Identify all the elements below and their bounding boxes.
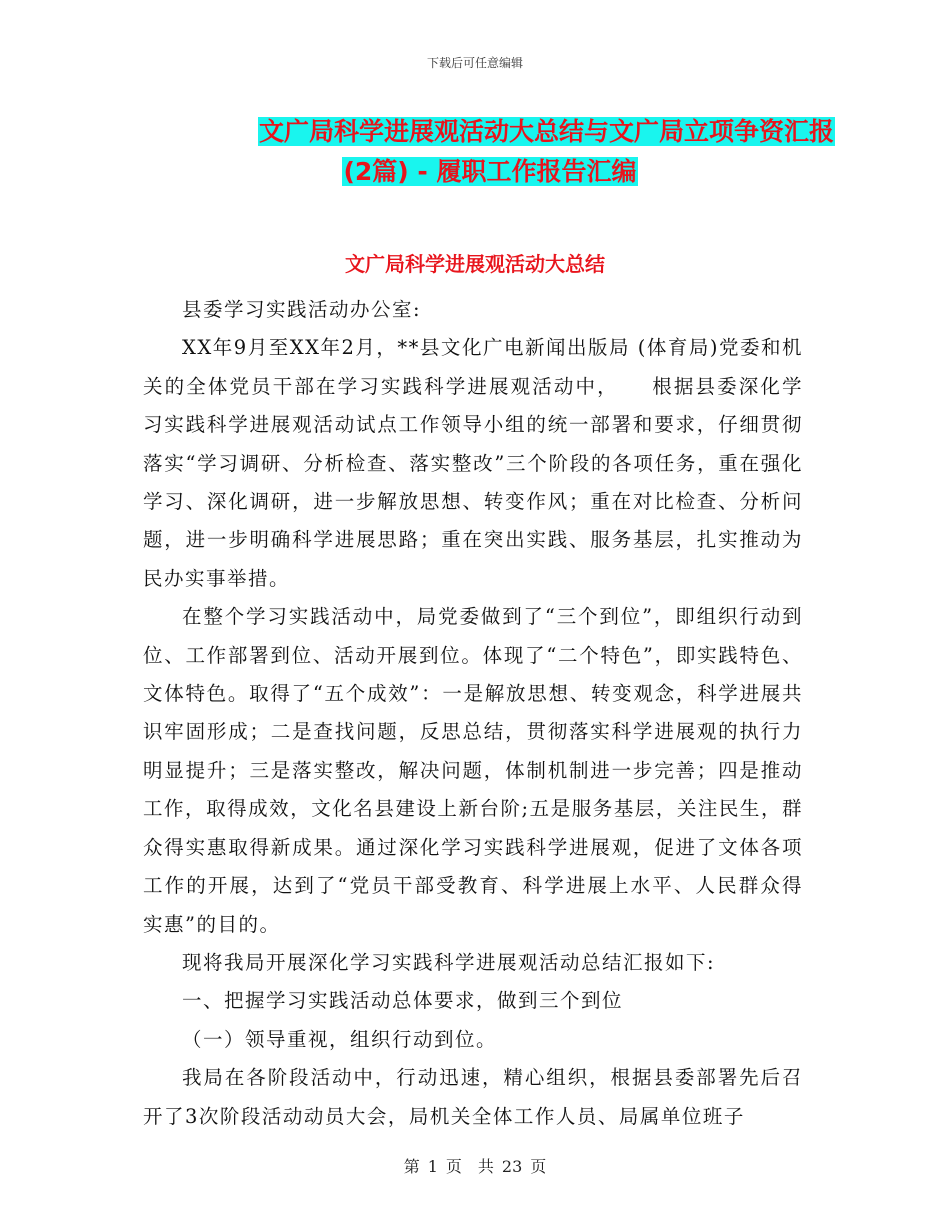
title-highlight-2: (2篇) - 履职工作报告汇编 [343, 157, 637, 186]
document-body [143, 291, 803, 1136]
footer-prefix: 第 [403, 1157, 420, 1176]
paragraph: XX年9月至XX年2月，**县文化广电新闻出版局 (体育局)党委和机关的全体党员干部在学习实践科学进展观活动中， 根据县委深化学习实践科学进展观活动试点工作领导小组的统一部署和要求，仔细贯彻落实“学习调研、分析检查、落实整改”三个阶段的各项任务，重在强化学习、深化调研，进一步解放思想、转变作风；重在对比检查、分析问题，进一步明确科学进展思路；重在突出实践、服务基层，扎实推动为民办实事举措。 [143, 336, 803, 590]
heading-level-1: 一、把握学习实践活动总体要求，做到三个到位 [182, 989, 624, 1013]
salutation: 县委学习实践活动办公室: [182, 298, 422, 321]
paragraph: 在整个学习实践活动中，局党委做到了“三个到位”，即组织行动到位、工作部署到位、活动开展到位。体现了“二个特色”，即实践特色、文体特色。取得了“五个成效”：一是解放思想、转变观念，科学进展共识牢固形成；二是查找问题，反思总结，贯彻落实科学进展观的执行力明显提升；三是落实整改，解决问题，体制机制进一步完善；四是推动工作，取得成效，文化名县建设上新台阶;五是服务基层，关注民生，群众得实惠取得新成果。通过深化学习实践科学进展观，促进了文体各项工作的开展，达到了“党员干部受教育、科学进展上水平、人民群众得实惠”的目的。 [143, 605, 803, 936]
heading-level-2: （一）领导重视，组织行动到位。 [182, 1027, 498, 1051]
paragraph: 我局在各阶段活动中，行动迅速，精心组织，根据县委部署先后召开了3次阶段活动动员大会，局机关全体工作人员、局属单位班子 [143, 1066, 803, 1128]
section-title: 文广局科学进展观活动大总结 [345, 252, 605, 276]
page-number: 1 [427, 1157, 438, 1176]
document-title [145, 112, 835, 192]
page-footer [0, 1154, 950, 1177]
title-highlight-1: 文广局科学进展观活动大总结与文广局立项争资汇报 [258, 117, 834, 146]
header-note: 下载后可任意编辑 [426, 56, 523, 70]
total-pages: 23 [501, 1157, 523, 1176]
footer-mid: 页 共 [445, 1157, 494, 1176]
paragraph: 现将我局开展深化学习实践科学进展观活动总结汇报如下: [182, 950, 716, 974]
document-title-line-1 [145, 112, 835, 152]
footer-suffix: 页 [530, 1157, 547, 1176]
document-title-line-2 [145, 152, 835, 192]
